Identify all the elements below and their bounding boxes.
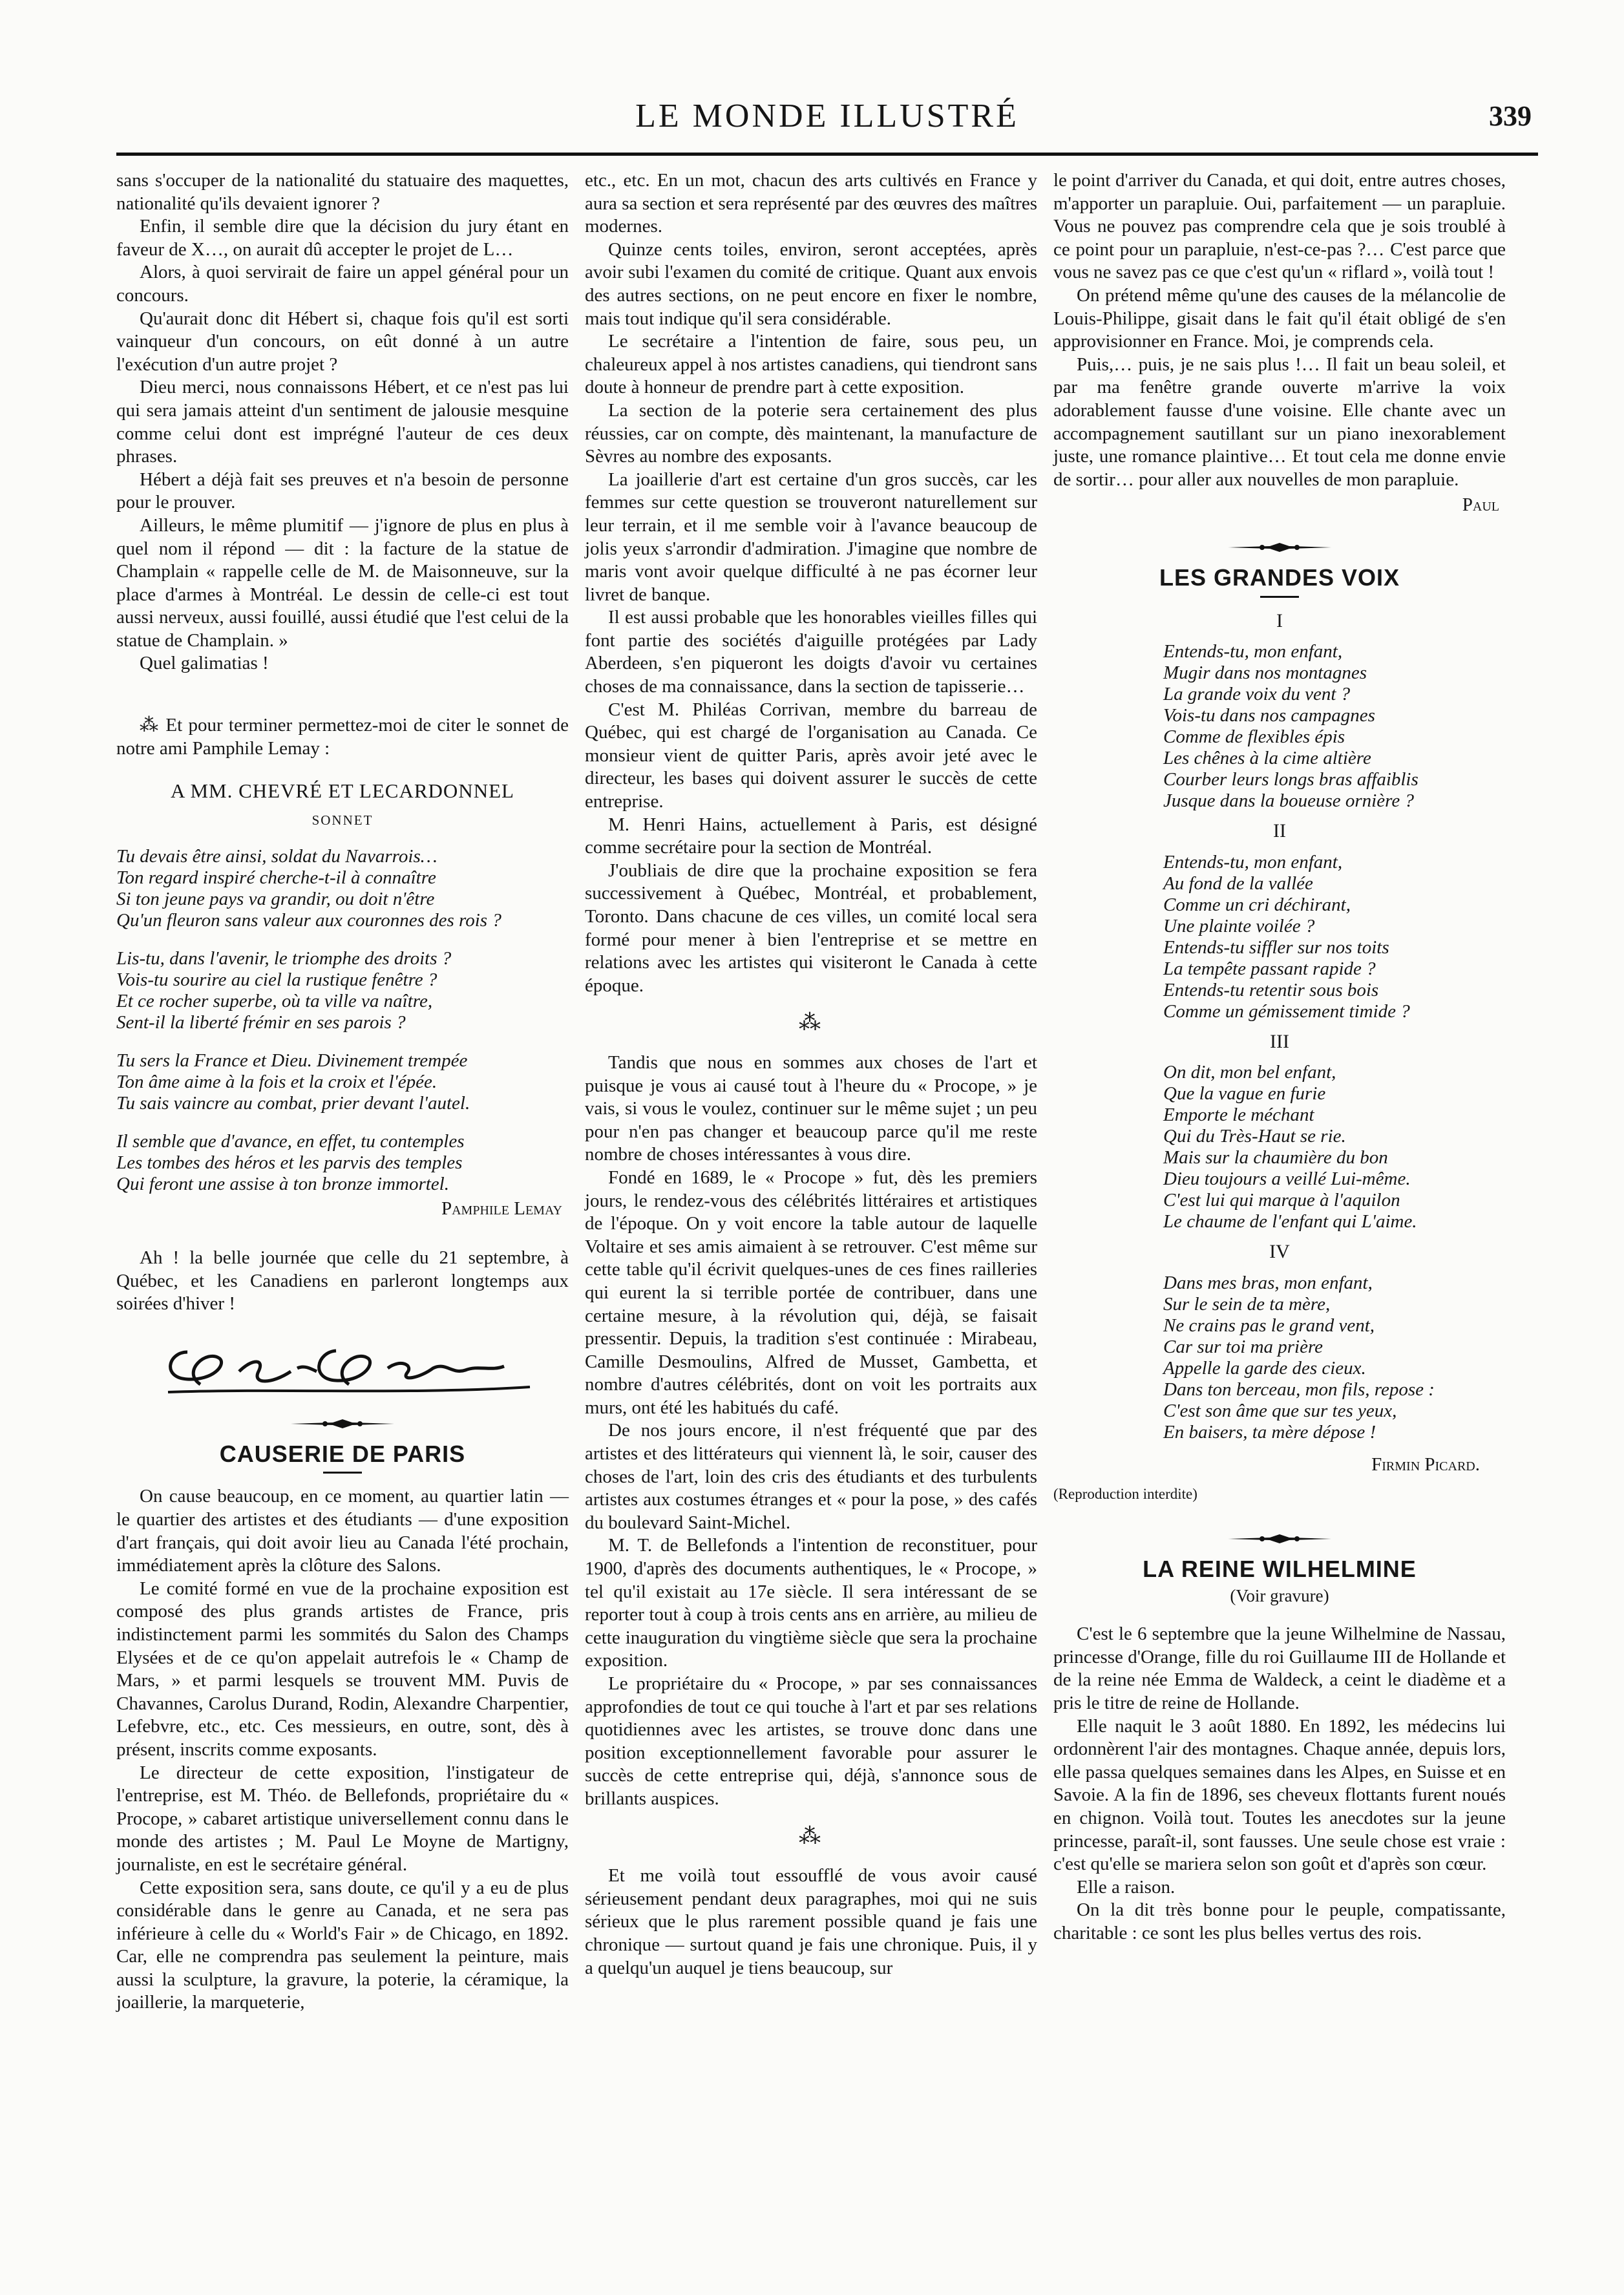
stanza-number: III bbox=[1270, 1030, 1289, 1052]
verse-line: Entends-tu, mon enfant, bbox=[1163, 851, 1343, 873]
verse-line: Qui du Très-Haut se rie. bbox=[1163, 1126, 1346, 1147]
verse-line: Entends-tu siffler sur nos toits bbox=[1163, 936, 1389, 958]
asterism-divider: ⁂ bbox=[799, 1011, 823, 1035]
poem-stanza bbox=[1053, 1062, 1506, 1232]
paragraph: Ah ! la belle journée que celle du 21 septembre, à Québec, et les Canadiens en parleront longtemps aux soirées d'hiver ! bbox=[116, 1247, 569, 1315]
paragraph: C'est le 6 septembre que la jeune Wilhelmine de Nassau, princesse d'Orange, fille du roi Guillaume III de Hollande et de la reine née Emma de Waldeck, a ceint le diadème et a pris le titre de reine de Hollande. bbox=[1053, 1623, 1506, 1714]
heading-rule bbox=[1260, 596, 1299, 598]
verse-line: Sent-il la liberté frémir en ses parois ? bbox=[116, 1012, 406, 1033]
masthead bbox=[116, 97, 1538, 149]
verse-line: La grande voix du vent ? bbox=[1163, 684, 1351, 705]
paragraph: Dieu merci, nous connaissons Hébert, et ce n'est pas lui qui sera jamais atteint d'un sentiment de jalousie mesquine comme celui dont est imprégné l'auteur de ces deux phrases. bbox=[116, 377, 569, 467]
paragraph: C'est M. Philéas Corrivan, membre du barreau de Québec, qui est chargé de l'organisation au Canada. Ce monsieur vient de quitter Paris, après avoir jeté avec le directeur, les bases qui doivent assurer le succès de cette entreprise. bbox=[585, 699, 1037, 812]
verse-line: Les chênes à la cime altière bbox=[1163, 748, 1371, 769]
verse-line: Tu devais être ainsi, soldat du Navarrois… bbox=[116, 846, 438, 867]
verse-line: Le chaume de l'enfant qui L'aime. bbox=[1163, 1211, 1417, 1232]
paragraph: Cette exposition sera, sans doute, ce qu'il y a eu de plus considérable dans le genre au Canada, et ne sera pas inférieure à celle du « World's Fair » de Chicago, en 1892. Car, elle ne comprendra pas seulement la peinture, mais aussi la sculpture, la gravure, la poterie, la céramique, la joaillerie, la marqueterie, bbox=[116, 1877, 569, 2013]
paragraph: Elle a raison. bbox=[1077, 1876, 1176, 1898]
paragraph: Il est aussi probable que les honorables vieilles filles qui font partie des sociétés d'aiguille protégées par Lady Aberdeen, s'en piqueront les doigts d'avoir vu certaines choses de ma connaissance, dans la section de tapisserie… bbox=[585, 607, 1037, 697]
verse-line: Une plainte voilée ? bbox=[1163, 915, 1315, 936]
verse-line: Courber leurs longs bras affaiblis bbox=[1163, 769, 1418, 790]
verse-line: Emporte le méchant bbox=[1163, 1105, 1314, 1126]
sonnet bbox=[116, 846, 569, 1195]
verse-line: On dit, mon bel enfant, bbox=[1163, 1062, 1336, 1083]
publication-title: LE MONDE ILLUSTRÉ bbox=[635, 98, 1019, 134]
sonnet-label: SONNET bbox=[311, 812, 374, 828]
verse-line: Qui feront une assise à ton bronze immortel. bbox=[116, 1174, 449, 1195]
paragraph: On prétend même qu'une des causes de la mélancolie de Louis-Philippe, gisait dans le fait qu'il était obligé de s'en approvisionner en France. Moi, je comprends cela. bbox=[1053, 284, 1506, 352]
section-subheading: (Voir gravure) bbox=[1230, 1585, 1329, 1605]
verse-line: Mugir dans nos montagnes bbox=[1163, 662, 1367, 684]
paragraph: Enfin, il semble dire que la décision du jury étant en faveur de X…, on aurait dû accepter le projet de L… bbox=[116, 216, 569, 260]
verse-line: Appelle la garde des cieux. bbox=[1163, 1357, 1366, 1379]
verse-line: Dans ton berceau, mon fils, repose : bbox=[1163, 1379, 1435, 1400]
verse-line: C'est lui qui marque à l'aquilon bbox=[1163, 1190, 1400, 1211]
reproduction-notice: (Reproduction interdite) bbox=[1053, 1486, 1197, 1503]
verse-line: Tu sais vaincre au combat, prier devant l'autel. bbox=[116, 1093, 470, 1114]
verse-line: Entends-tu retentir sous bois bbox=[1163, 979, 1379, 1000]
paragraph: La section de la poterie sera certainement des plus réussies, car on compte, dès maintenant, la manufacture de Sèvres au nombre des exposants. bbox=[585, 399, 1037, 467]
ornamental-divider bbox=[288, 1417, 397, 1431]
verse-line: Tu sers la France et Dieu. Divinement trempée bbox=[116, 1050, 468, 1072]
paragraph: M. Henri Hains, actuellement à Paris, est désigné comme secrétaire pour la section de Montréal. bbox=[585, 814, 1037, 858]
verse-line: Qu'un fleuron sans valeur aux couronnes des rois ? bbox=[116, 910, 501, 931]
verse-line: Mais sur la chaumière du bon bbox=[1163, 1147, 1388, 1169]
ornamental-divider bbox=[1225, 1532, 1334, 1546]
paragraph: Le directeur de cette exposition, l'instigateur de l'entreprise, est M. Théo. de Bellefonds, propriétaire du « Procope, » cabaret artistique universellement connu dans le monde des artistes ; M. Paul Le Moyne de Martigny, journaliste, en est le secrétaire général. bbox=[116, 1762, 569, 1875]
section-heading: LES GRANDES VOIX bbox=[1159, 564, 1400, 591]
paragraph: Quel galimatias ! bbox=[140, 653, 269, 674]
verse-line: Et ce rocher superbe, où ta ville va naître, bbox=[116, 991, 433, 1012]
paragraph: Le comité formé en vue de la prochaine exposition est composé des plus grands artistes de France, pris indistinctement parmi les sommités du Salon des Champs Elysées et de ce qu'on appelait autrefois le « Champ de Mars, » et parmi lesquels se trouvent MM. Puvis de Chavannes, Carolus Durand, Rodin, Alexandre Charpentier, Lefebvre, etc., etc. Ces messieurs, en outre, sont, dès à présent, inscrits comme exposants. bbox=[116, 1578, 569, 1760]
verse-line: Les tombes des héros et les parvis des temples bbox=[116, 1152, 463, 1174]
sonnet-intro: ⁂ Et pour terminer permettez-moi de citer le sonnet de notre ami Pamphile Lemay : bbox=[116, 715, 569, 759]
paragraph: Quinze cents toiles, environ, seront acceptées, après avoir subi l'examen du comité de critique. Quant aux envois des autres sections, on ne peut encore en fixer le nombre, mais tout indique qu'il sera considérable. bbox=[585, 238, 1037, 329]
verse-line: Vois-tu sourire au ciel la rustique fenêtre ? bbox=[116, 969, 438, 991]
verse-line: Dieu toujours a veillé Lui-même. bbox=[1163, 1169, 1411, 1190]
sonnet-stanza bbox=[116, 1050, 569, 1114]
column-2 bbox=[585, 169, 1037, 1980]
paragraph: La joaillerie d'art est certaine d'un gros succès, car les femmes sur cette question se trouveront naturellement sur leur terrain, et il me semble voir à l'avance beaucoup de jolis yeux s'arrondir d'admiration. J'imagine que nombre de maris vont avoir quelque difficulté à ne pas écorner leur livret de banque. bbox=[585, 469, 1037, 605]
verse-line: Dans mes bras, mon enfant, bbox=[1163, 1272, 1373, 1293]
sonnet-stanza bbox=[116, 846, 569, 931]
verse-line: Lis-tu, dans l'avenir, le triomphe des droits ? bbox=[116, 948, 452, 969]
paragraph: Alors, à quoi servirait de faire un appel général pour un concours. bbox=[116, 262, 569, 306]
paragraph: Le secrétaire a l'intention de faire, sous peu, un chaleureux appel à nos artistes canadiens, qui tiendront sans doute à honneur de prendre part à cette exposition. bbox=[585, 331, 1037, 398]
verse-line: Que la vague en furie bbox=[1163, 1083, 1326, 1105]
stanza-number: II bbox=[1273, 820, 1286, 842]
paragraph: Le propriétaire du « Procope, » par ses connaissances approfondies de tout ce qui touche à l'art et par ses relations quotidiennes avec les artistes, se trouve donc dans une position exceptionnellement favorable pour assurer le succès de cette entreprise qui, déjà, s'annonce sous de brillants auspices. bbox=[585, 1673, 1037, 1809]
poem-stanza bbox=[1053, 852, 1506, 1022]
verse-line: Au fond de la vallée bbox=[1163, 873, 1313, 894]
verse-line: Si ton jeune pays va grandir, ou doit n'être bbox=[116, 889, 435, 910]
column-1 bbox=[116, 169, 569, 2015]
stanza-number: IV bbox=[1269, 1241, 1290, 1263]
verse-line: Jusque dans la boueuse ornière ? bbox=[1163, 790, 1414, 812]
paragraph: Et me voilà tout essoufflé de vous avoir causé sérieusement pendant deux paragraphes, moi qui ne suis sérieux que le plus rarement possible quand je fais une chronique — surtout quand je fais une chronique. Puis, il y a quelqu'un auquel je tiens beaucoup, sur bbox=[585, 1865, 1037, 1978]
verse-line: Car sur toi ma prière bbox=[1163, 1336, 1323, 1357]
masthead-rule bbox=[116, 153, 1538, 156]
sonnet-stanza bbox=[116, 948, 569, 1033]
paragraph: etc., etc. En un mot, chacun des arts cultivés en France y aura sa section et sera représenté par des œuvres des maîtres modernes. bbox=[585, 170, 1037, 237]
paragraph: le point d'arriver du Canada, et qui doit, entre autres choses, m'apporter un parapluie. Oui, parfaitement — un parapluie. Vous ne pouvez pas comprendre cela que je sois troublé à ce point pour un parapluie, n'est-ce-pas ?… C'est parce que vous ne savez pas ce que c'est qu'un « riflard », voilà tout ! bbox=[1053, 170, 1506, 283]
verse-line: Ton âme aime à la fois et la croix et l'épée. bbox=[116, 1072, 438, 1093]
verse-line: Comme un gémissement timide ? bbox=[1163, 1000, 1410, 1022]
sonnet-title: A MM. CHEVRÉ ET LECARDONNEL bbox=[171, 779, 514, 803]
verse-line: Sur le sein de ta mère, bbox=[1163, 1293, 1331, 1315]
page-number: 339 bbox=[1489, 100, 1532, 132]
verse-line: En baisers, ta mère dépose ! bbox=[1163, 1421, 1376, 1443]
section-heading: CAUSERIE DE PARIS bbox=[219, 1440, 466, 1467]
heading-rule bbox=[323, 1472, 362, 1474]
poem-author: Firmin Picard. bbox=[1371, 1454, 1480, 1475]
verse-line: Entends-tu, mon enfant, bbox=[1163, 641, 1343, 662]
handwritten-signature bbox=[142, 1333, 556, 1404]
verse-line: Il semble que d'avance, en effet, tu contemples bbox=[116, 1131, 465, 1152]
verse-line: Ton regard inspiré cherche-t-il à connaître bbox=[116, 867, 436, 889]
section-heading: LA REINE WILHELMINE bbox=[1143, 1556, 1417, 1583]
paragraph: M. T. de Bellefonds a l'intention de reconstituer, pour 1900, d'après des documents authentiques, le « Procope, » tel qu'il existait au 17e siècle. Il sera intéressant de se reporter tout à coup à trois cents ans en arrière, au milieu de cette inauguration du vingtième siècle que sera la prochaine exposition. bbox=[585, 1535, 1037, 1671]
paragraph: Tandis que nous en sommes aux choses de l'art et puisque je vous ai causé tout à l'heure du « Procope, » je vais, si vous le voulez, continuer sur le même sujet ; un peu pour n'en pas changer et beaucoup parce qu'il me reste nombre de choses intéressantes à vous dire. bbox=[585, 1052, 1037, 1165]
paragraph: On la dit très bonne pour le peuple, compatissante, charitable : ce sont les plus belles vertus des rois. bbox=[1053, 1899, 1506, 1943]
verse-line: Vois-tu dans nos campagnes bbox=[1163, 705, 1375, 726]
stanza-number: I bbox=[1276, 609, 1283, 631]
author-signature: Paul bbox=[1462, 494, 1499, 516]
paragraph: De nos jours encore, il n'est fréquenté que par des artistes et des littérateurs qui viennent là, le soir, causer des choses de l'art, loin des cris des étudiants et des turbulents artistes aux costumes étranges et « pour la pose, » des cafés du boulevard Saint-Michel. bbox=[585, 1420, 1037, 1533]
paragraph: Qu'aurait donc dit Hébert si, chaque fois qu'il est sorti vainqueur d'un concours, on eût donné à un autre l'exécution d'un autre projet ? bbox=[116, 308, 569, 375]
sonnet-author: Pamphile Lemay bbox=[441, 1198, 562, 1220]
sonnet-stanza bbox=[116, 1131, 569, 1195]
column-3 bbox=[1053, 169, 1506, 1945]
verse-line: La tempête passant rapide ? bbox=[1163, 958, 1376, 979]
paragraph: sans s'occuper de la nationalité du statuaire des maquettes, nationalité qu'ils devaient ignorer ? bbox=[116, 170, 569, 214]
paragraph: Hébert a déjà fait ses preuves et n'a besoin de personne pour le prouver. bbox=[116, 469, 569, 513]
paragraph: J'oubliais de dire que la prochaine exposition se fera successivement à Québec, Montréal, et probablement, Toronto. Dans chacune de ces villes, un comité local sera formé pour mener à bien l'entreprise et se mettre en relations avec les artistes qui visiteront le Canada à cette époque. bbox=[585, 860, 1037, 996]
poem-stanza bbox=[1053, 1273, 1506, 1443]
paragraph: Fondé en 1689, le « Procope » fut, dès les premiers jours, le rendez-vous des célébrités littéraires et artistiques de l'époque. On y voit encore la table autour de laquelle Voltaire et ses amis aimaient à se retrouver. C'est même sur cette table qu'il écrivit quelques-unes de ces fines railleries qui eurent la si terrible portée de contribuer, dans une certaine mesure, à la révolution qui, déjà, se faisait pressentir. Depuis, la tradition s'est continuée : Mirabeau, Camille Desmoulins, Alfred de Musset, Gambetta, et nombre d'autres célébrités, dont on voit les portraits aux murs, ont été les habitués du café. bbox=[585, 1167, 1037, 1418]
paragraph: Ailleurs, le même plumitif — j'ignore de plus en plus à quel nom il répond — dit : la facture de la statue de Champlain « rappelle celle de M. de Maisonneuve, sur la place d'armes à Montréal. Le dessin de celle-ci est tout aussi nerveux, aussi fouillé, aussi étudié que l'est celui de la statue de Champlain. » bbox=[116, 514, 569, 651]
asterism-divider: ⁂ bbox=[799, 1824, 823, 1848]
verse-line: C'est son âme que sur tes yeux, bbox=[1163, 1400, 1397, 1421]
ornamental-divider bbox=[1225, 540, 1334, 555]
verse-line: Ne crains pas le grand vent, bbox=[1163, 1315, 1375, 1336]
paragraph: Elle naquit le 3 août 1880. En 1892, les médecins lui ordonnèrent l'air des montagnes. Chaque année, depuis lors, elle passa quelques semaines dans les Alpes, en Suisse et en Savoie. A la fin de 1896, ses cheveux flottants furent noués en chignon. Voilà tout. Toutes les anecdotes sur la jeune princesse, paraît-il, sont fausses. Une seule chose est vraie : c'est qu'elle se mariera selon son goût et d'après son cœur. bbox=[1053, 1715, 1506, 1875]
verse-line: Comme un cri déchirant, bbox=[1163, 894, 1351, 915]
paragraph: On cause beaucoup, en ce moment, au quartier latin — le quartier des artistes et des étudiants — d'une exposition d'art français, qui doit avoir lieu au Canada l'été prochain, immédiatement après la clôture des Salons. bbox=[116, 1486, 569, 1576]
paragraph: Puis,… puis, je ne sais plus !… Il fait un beau soleil, et par ma fenêtre grande ouverte m'arrive la voix adorablement fausse d'une voisine. Elle chante avec un accompagnement sautillant sur un piano inexorablement juste, une romance plaintive… Et tout cela me donne envie de sortir… pour aller aux nouvelles de mon parapluie. bbox=[1053, 354, 1506, 490]
verse-line: Comme de flexibles épis bbox=[1163, 726, 1345, 748]
poem-stanza bbox=[1053, 641, 1506, 812]
